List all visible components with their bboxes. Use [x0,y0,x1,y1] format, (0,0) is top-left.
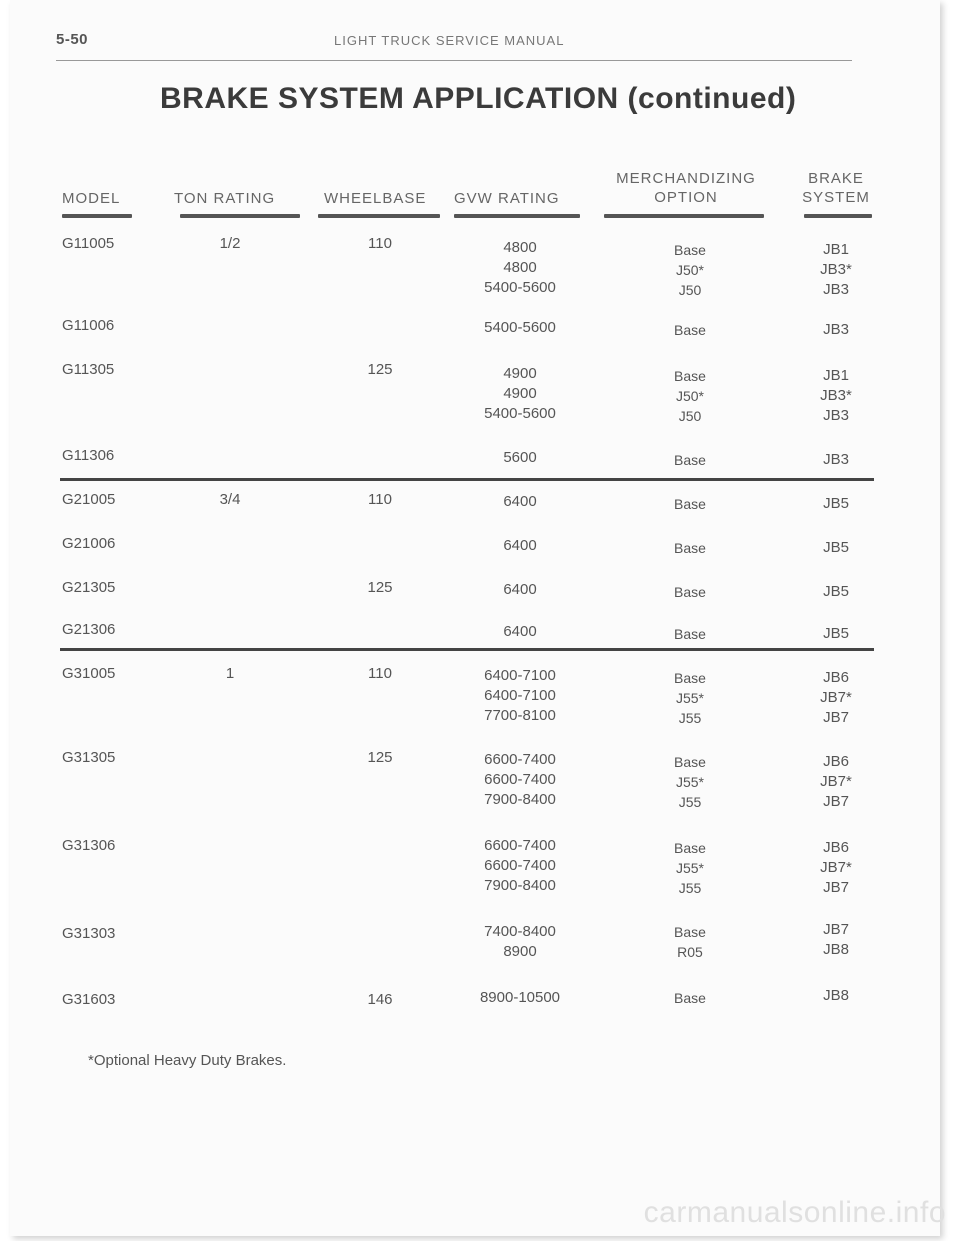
cell-model: G31303 [62,925,116,942]
gvw-line: 7400-8400 [484,923,556,940]
cell-model: G11306 [62,447,115,464]
option-line: J55* [675,860,705,876]
cell-wheelbase: 110 [368,235,392,252]
header-underline-system [804,214,872,218]
cell-wheelbase: 125 [367,749,393,766]
cell-brake-system [806,668,866,728]
cell-wheelbase: 146 [367,991,393,1008]
option-line: Base [674,626,706,642]
system-line: JB3* [820,261,852,278]
group-divider [60,648,874,651]
header-rule [56,60,852,61]
cell-ton-rating: 1 [225,665,235,682]
cell-brake-system [806,320,866,340]
option-line: J55 [678,794,702,810]
cell-brake-system [806,752,866,812]
gvw-line: 6400 [503,493,537,510]
option-line: R05 [677,944,703,960]
cell-model: G21306 [62,621,116,638]
cell-option [650,582,730,602]
gvw-line: 6400 [503,537,537,554]
gvw-line: 5600 [503,449,537,466]
system-line: JB8 [823,987,849,1004]
gvw-line: 4800 [503,259,537,276]
column-header-gvw-rating: GVW RATING [454,190,560,207]
system-line: JB7* [820,859,852,876]
cell-option [650,752,730,812]
option-line: Base [674,670,706,686]
system-line: JB3 [823,407,849,424]
system-line: JB8 [823,941,849,958]
cell-gvw-rating [450,622,590,642]
system-line: JB5 [823,625,849,642]
column-header-brake-system [796,170,876,206]
option-line: Base [674,584,706,600]
system-line: JB3* [820,387,852,404]
system-line: JB6 [823,839,849,856]
cell-model: G31306 [62,837,116,854]
header-underline-wheelbase [318,214,440,218]
cell-model: G21006 [62,535,116,552]
option-line: Base [674,840,706,856]
cell-option [650,624,730,644]
system-line: JB7 [823,879,849,896]
cell-option [650,922,730,962]
cell-brake-system [806,582,866,602]
cell-model: G11005 [62,235,115,252]
gvw-line: 5400-5600 [484,319,556,336]
cell-gvw-rating [450,750,590,810]
gvw-line: 8900-10500 [479,989,561,1006]
gvw-line: 7700-8100 [484,707,556,724]
cell-gvw-rating [450,492,590,512]
cell-model: G31305 [62,749,116,766]
system-line: JB7* [820,689,852,706]
cell-brake-system [806,366,866,426]
system-line: JB3 [823,451,849,468]
cell-brake-system [806,450,866,470]
column-header-model: MODEL [62,190,121,207]
cell-gvw-rating [450,580,590,600]
option-line: Base [674,496,706,512]
cell-option [650,450,730,470]
gvw-line: 6600-7400 [484,837,556,854]
cell-gvw-rating [450,536,590,556]
group-divider [60,478,874,481]
cell-ton-rating: 1/2 [219,235,241,252]
gvw-line: 8900 [503,943,537,960]
cell-model: G31005 [62,665,116,682]
cell-ton-rating: 3/4 [219,491,241,508]
system-line: JB3 [823,321,849,338]
column-header-wheelbase: WHEELBASE [324,190,427,207]
gvw-line: 7900-8400 [484,791,556,808]
column-header-brake-line2: SYSTEM [802,189,870,206]
header-underline-gvw [454,214,580,218]
option-line: Base [674,924,706,940]
system-line: JB5 [823,495,849,512]
cell-option [650,320,730,340]
cell-gvw-rating [450,238,590,298]
cell-option [650,668,730,728]
header-underline-option [604,214,764,218]
system-line: JB5 [823,539,849,556]
option-line: J50 [678,282,702,298]
gvw-line: 6600-7400 [484,771,556,788]
gvw-line: 4900 [503,385,537,402]
cell-model: G11305 [62,361,115,378]
gvw-line: 4800 [503,239,537,256]
cell-brake-system [806,986,866,1006]
cell-gvw-rating [450,836,590,896]
header-underline-ton [180,214,300,218]
option-line: Base [674,990,706,1006]
system-line: JB6 [823,753,849,770]
option-line: Base [674,540,706,556]
option-line: Base [674,242,706,258]
gvw-line: 4900 [503,365,537,382]
option-line: J50* [675,388,705,404]
option-line: J50* [675,262,705,278]
gvw-line: 6600-7400 [484,751,556,768]
option-line: J50 [678,408,702,424]
system-line: JB1 [823,241,849,258]
system-line: JB7* [820,773,852,790]
cell-brake-system [806,624,866,644]
column-header-merchandizing-option [606,170,766,206]
cell-brake-system [806,494,866,514]
cell-model: G11006 [62,317,115,334]
header-underline-model [62,214,132,218]
running-head: LIGHT TRUCK SERVICE MANUAL [334,33,565,48]
system-line: JB7 [823,921,849,938]
cell-gvw-rating [450,988,590,1008]
cell-option [650,838,730,898]
gvw-line: 5400-5600 [484,279,556,296]
option-line: Base [674,754,706,770]
cell-model: G21305 [62,579,116,596]
gvw-line: 7900-8400 [484,877,556,894]
option-line: Base [674,322,706,338]
system-line: JB7 [823,793,849,810]
cell-brake-system [806,538,866,558]
cell-gvw-rating [450,666,590,726]
system-line: JB5 [823,583,849,600]
column-header-merch-line1: MERCHANDIZING [616,170,756,187]
option-line: J55 [678,710,702,726]
column-header-merch-line2: OPTION [654,189,718,206]
option-line: J55 [678,880,702,896]
cell-brake-system [806,838,866,898]
column-header-brake-line1: BRAKE [808,170,864,187]
system-line: JB7 [823,709,849,726]
cell-option [650,494,730,514]
system-line: JB3 [823,281,849,298]
cell-option [650,988,730,1008]
option-line: J55* [675,774,705,790]
cell-brake-system [806,240,866,300]
system-line: JB1 [823,367,849,384]
cell-gvw-rating [450,364,590,424]
option-line: Base [674,452,706,468]
gvw-line: 6400-7100 [484,667,556,684]
cell-brake-system [806,920,866,960]
gvw-line: 5400-5600 [484,405,556,422]
watermark: carmanualsonline.info [643,1196,946,1229]
cell-gvw-rating [450,448,590,468]
cell-gvw-rating [450,922,590,962]
manual-page [10,0,940,1236]
cell-wheelbase: 125 [367,579,393,596]
option-line: Base [674,368,706,384]
cell-wheelbase: 110 [368,491,392,508]
gvw-line: 6400-7100 [484,687,556,704]
page-title: BRAKE SYSTEM APPLICATION (continued) [160,82,797,115]
column-header-ton-rating: TON RATING [174,190,276,207]
option-line: J55* [675,690,705,706]
footnote: *Optional Heavy Duty Brakes. [88,1052,287,1069]
gvw-line: 6400 [503,581,537,598]
cell-wheelbase: 110 [368,665,392,682]
page-number: 5-50 [56,31,89,48]
gvw-line: 6600-7400 [484,857,556,874]
cell-option [650,538,730,558]
system-line: JB6 [823,669,849,686]
cell-model: G21005 [62,491,116,508]
cell-gvw-rating [450,318,590,338]
gvw-line: 6400 [503,623,537,640]
cell-wheelbase: 125 [367,361,393,378]
cell-option [650,366,730,426]
cell-model: G31603 [62,991,116,1008]
cell-option [650,240,730,300]
